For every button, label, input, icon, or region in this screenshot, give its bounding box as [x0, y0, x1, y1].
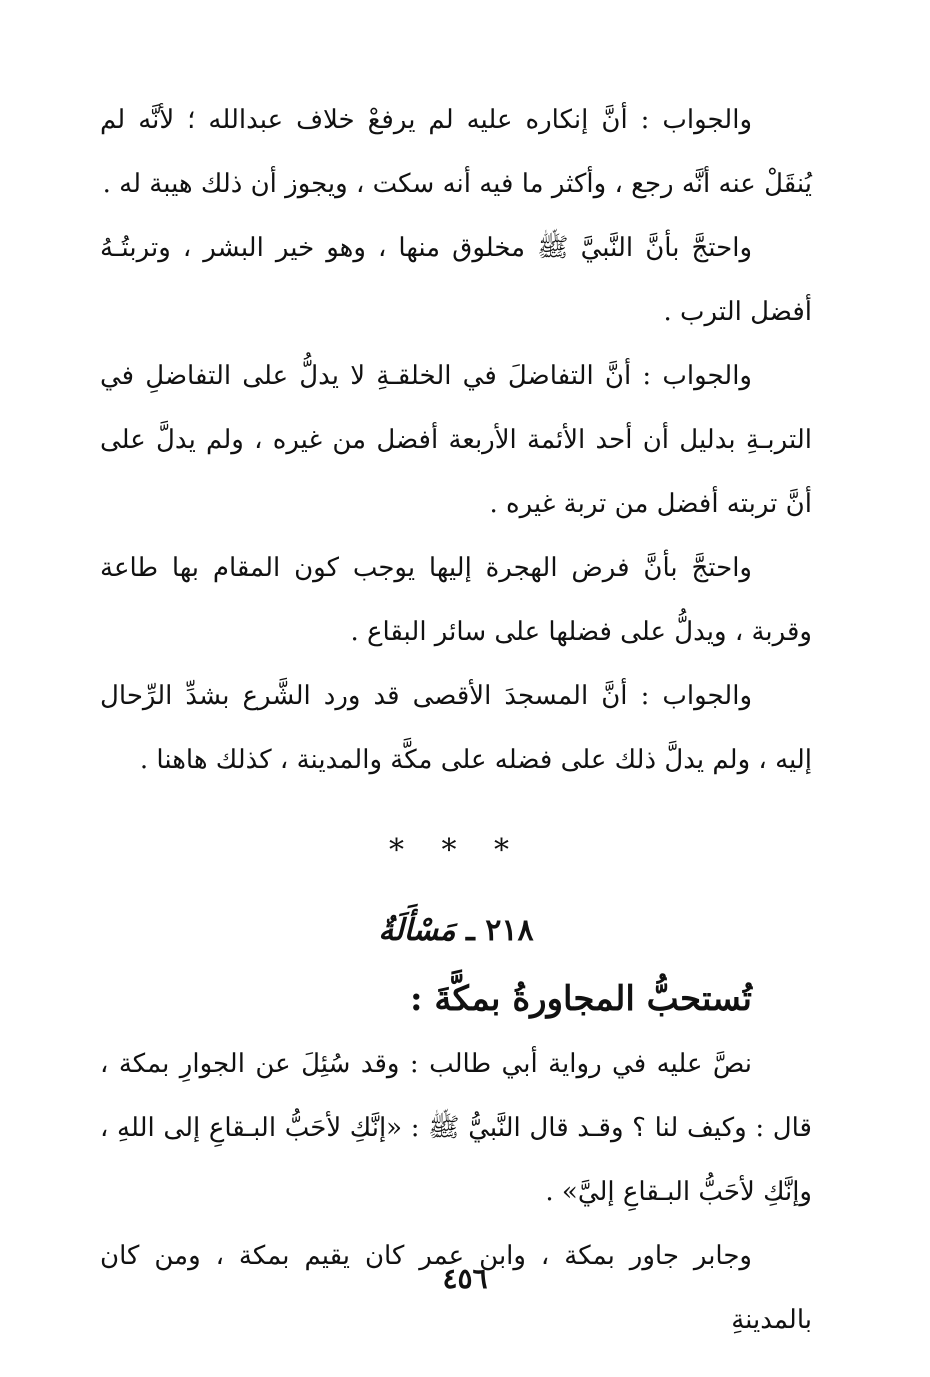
- issue-word: مَسْأَلَةٌ: [378, 913, 456, 948]
- section-separator: * * *: [388, 833, 524, 868]
- issue-heading: [100, 904, 812, 958]
- paragraph-argument-2: واحتجَّ بأنَّ فرض الهجرة إليها يوجب كون المقام بها طاعة وقربة ، ويدلُّ على فضلها على سائر البقاع .: [100, 553, 812, 647]
- paragraph-argument-1: واحتجَّ بأنَّ النَّبيَّ ﷺ مخلوق منها ، وهو خير البشر ، وتربتُـهُ أفضل الترب .: [100, 233, 812, 327]
- issue-subheading: تُستحبُّ المجاورةُ بمكَّةَ :: [410, 979, 752, 1019]
- paragraph-continuation: وجابر جاور بمكة ، وابن عمر كان يقيم بمكة ، ومن كان بالمدينةِ: [100, 1241, 812, 1335]
- paragraph-answer-2: والجواب : أنَّ التفاضلَ في الخلقـةِ لا يدلُّ على التفاضلِ في التربـةِ بدليل أن أحد الأئمة الأربعة أفضل من غيره ، ولم يدلَّ على أنَّ تربته أفضل من تربة غيره .: [100, 361, 812, 519]
- paragraph-answer-1: والجواب : أنَّ إنكاره عليه لم يرفعْ خلاف عبدالله ؛ لأنَّه لم يُنقَلْ عنه أنَّه رجع ، وأكثر ما فيه أنه سكت ، ويجوز أن ذلك هيبة له .: [100, 105, 812, 199]
- issue-dash: ـ: [466, 913, 475, 948]
- page-number: ٤٥٦: [442, 1262, 488, 1295]
- paragraph-narration: نصَّ عليه في رواية أبي طالب : وقد سُئِلَ عن الجوارِ بمكة ، قال : وكيف لنا ؟ وقـد قال النَّبيُّ ﷺ : «إنَّكِ لأحَبُّ البـقاعِ إلى اللهِ ، وإنَّكِ لأحَبُّ البـقاعِ إليَّ» .: [100, 1049, 812, 1207]
- document-page: [100, 88, 812, 1352]
- paragraph-answer-3: والجواب : أنَّ المسجدَ الأقصى قد ورد الشَّرع بشدِّ الرِّحال إليه ، ولم يدلَّ ذلك على فضله على مكَّة والمدينة ، كذلك هاهنا .: [100, 681, 812, 775]
- issue-number: ٢١٨: [485, 913, 534, 948]
